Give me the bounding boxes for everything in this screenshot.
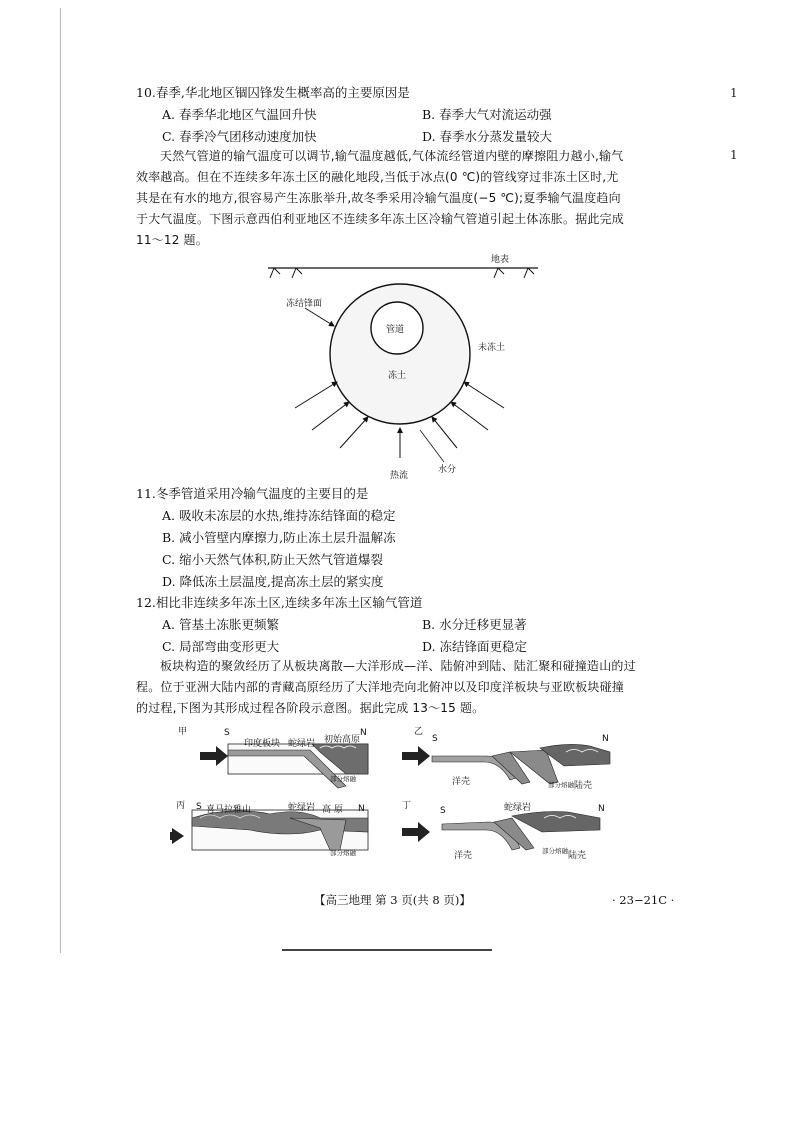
label-surface: 地表 (491, 255, 510, 265)
label-moisture: 水分 (438, 465, 457, 475)
push-arrow-icon (418, 822, 430, 842)
passage-plate-line: 程。位于亚洲大陆内部的青藏高原经历了大洋地壳向北俯冲以及印度洋板块与亚欧板块碰撞 (136, 680, 625, 694)
label-partial-melt-yi: 部分熔融 (548, 781, 574, 789)
push-arrow-icon (216, 746, 228, 766)
panel-bing-north: N (358, 804, 365, 814)
panel-ding-north: N (598, 804, 605, 814)
panel-yi-south: S (432, 734, 438, 744)
label-himalaya: 喜马拉雅山 (206, 805, 252, 815)
panel-label-yi: 乙 (414, 727, 424, 737)
moisture-pointer (420, 430, 444, 462)
passage-pipeline-line: 效率越高。但在不连续多年冻土区的融化地段,当低于冰点(0 ℃)的管线穿过非冻土区时,尤 (136, 170, 619, 184)
passage-pipeline (136, 146, 624, 251)
edge-mark-middle: 1 (730, 148, 738, 162)
label-india-plate: 印度板块 (244, 739, 281, 749)
question-11-option-d: D. 降低冻土层温度,提高冻土层的紧实度 (162, 574, 384, 589)
question-10-stem: 10.春季,华北地区锢囚锋发生概率高的主要原因是 (136, 85, 410, 100)
label-plateau: 高 原 (322, 805, 343, 815)
push-arrow-icon (418, 746, 430, 766)
panel-yi-north: N (602, 734, 609, 744)
label-ocean-crust-ding: 洋壳 (454, 851, 473, 861)
label-early-plateau: 初始高原 (324, 735, 361, 745)
question-12-stem: 12.相比非连续多年冻土区,连续多年冻土区输气管道 (136, 595, 423, 610)
question-10-option-d: D. 春季水分蒸发量较大 (422, 129, 553, 144)
figure-plate-stages (170, 722, 630, 868)
question-12-option-c: C. 局部弯曲变形更大 (162, 639, 280, 654)
label-pipe: 管道 (386, 325, 405, 335)
footer-page-info: 【高三地理 第 3 页(共 8 页)】 (314, 893, 471, 907)
label-freeze-front: 冻结锋面 (286, 299, 323, 309)
question-10-option-a: A. 春季华北地区气温回升快 (162, 107, 317, 122)
question-10-option-c: C. 春季冷气团移动速度加快 (162, 129, 317, 144)
passage-pipeline-line: 于大气温度。下图示意西伯利亚地区不连续多年冻土区冷输气管道引起土体冻胀。据此完成 (136, 212, 625, 226)
panel-jia-south: S (224, 728, 230, 738)
label-continental-crust-ding: 陆壳 (568, 851, 587, 861)
edge-mark-top: 1 (730, 86, 738, 100)
label-continental-crust-yi: 陆壳 (574, 781, 593, 791)
scan-bottom-line (282, 949, 492, 951)
passage-plate-line: 的过程,下图为其形成过程各阶段示意图。据此完成 13～15 题。 (136, 701, 485, 715)
passage-pipeline-line: 11～12 题。 (136, 233, 208, 247)
question-11-option-a: A. 吸收未冻层的水热,维持冻结锋面的稳定 (162, 508, 396, 523)
question-12-option-b: B. 水分迁移更显著 (422, 617, 527, 632)
panel-label-ding: 丁 (402, 801, 412, 811)
label-ophiolite-ding: 蛇绿岩 (504, 803, 532, 813)
question-11-option-c: C. 缩小天然气体积,防止天然气管道爆裂 (162, 552, 384, 567)
scan-left-border (60, 8, 61, 953)
label-ophiolite-jia: 蛇绿岩 (288, 739, 316, 749)
panel-bing-south: S (196, 802, 202, 812)
label-frozen-soil: 冻土 (388, 371, 407, 381)
passage-plate-line: 板块构造的聚敛经历了从板块离散—大洋形成—洋、陆俯冲到陆、陆汇聚和碰撞造山的过 (160, 659, 636, 673)
question-11-option-b: B. 减小管壁内摩擦力,防止冻土层升温解冻 (162, 530, 396, 545)
passage-pipeline-line: 天然气管道的输气温度可以调节,输气温度越低,气体流经管道内壁的摩擦阻力越小,输气 (160, 149, 624, 163)
panel-ding (402, 812, 600, 851)
label-partial-melt-jia: 部分熔融 (330, 775, 356, 783)
surface-hatching (270, 268, 534, 278)
question-12-option-d: D. 冻结锋面更稳定 (422, 639, 528, 654)
freeze-front-pointer (305, 308, 334, 326)
label-ophiolite-bing: 蛇绿岩 (288, 803, 316, 813)
figure-frozen-soil-pipe (260, 250, 540, 482)
passage-plate-tectonics (136, 656, 636, 719)
label-partial-melt-ding: 部分熔融 (542, 847, 568, 855)
footer-exam-code: · 23−21C · (612, 893, 675, 907)
label-ocean-crust-yi: 洋壳 (452, 777, 471, 787)
question-12-option-a: A. 管基土冻胀更频繁 (162, 617, 279, 632)
panel-jia-north: N (360, 728, 367, 738)
label-heat-flow: 热流 (390, 471, 409, 481)
figure-frozen-soil-svg (260, 250, 540, 482)
label-partial-melt-bing: 部分熔融 (330, 849, 356, 857)
passage-pipeline-line: 其是在有水的地方,很容易产生冻胀举升,故冬季采用冷输气温度(−5 ℃);夏季输气温度趋向 (136, 191, 621, 205)
panel-bing (170, 810, 368, 850)
panel-label-jia: 甲 (178, 727, 188, 737)
panel-label-bing: 丙 (176, 801, 186, 811)
panel-ding-south: S (440, 806, 446, 816)
question-11-stem: 11.冬季管道采用冷输气温度的主要目的是 (136, 486, 369, 501)
label-unfrozen-soil: 未冻土 (478, 343, 506, 353)
question-10-option-b: B. 春季大气对流运动强 (422, 107, 552, 122)
